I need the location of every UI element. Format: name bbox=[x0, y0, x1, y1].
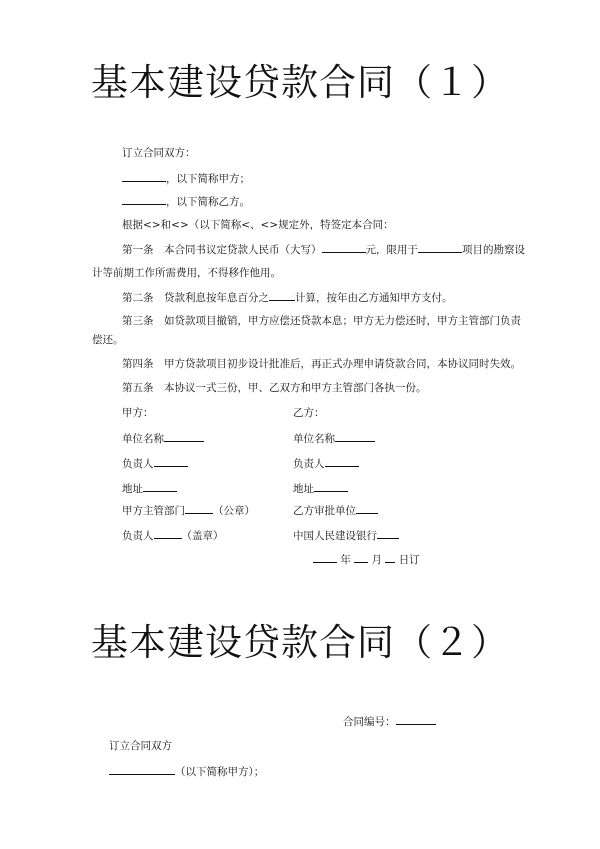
sign-right-address-blank bbox=[314, 481, 348, 492]
sign-left-unit-label: 单位名称 bbox=[122, 433, 164, 445]
article-4-line: 第四条 甲方贷款项目初步设计批准后，再正式办理申请贷款合同，本协议同时失效。 bbox=[122, 358, 521, 370]
sign-left-address-label: 地址 bbox=[122, 483, 143, 495]
sign-left-head-label: 负责人 bbox=[122, 458, 154, 470]
date-day-blank bbox=[385, 552, 395, 563]
article-1-project-blank bbox=[418, 242, 462, 253]
article-1-text-a: 第一条 本合同书议定贷款人民币（大写） bbox=[122, 244, 322, 256]
contract1-intro: 订立合同双方： bbox=[122, 147, 196, 159]
sign-left-head bbox=[122, 456, 188, 471]
sign-left-dept-seal: （公章） bbox=[213, 505, 255, 517]
sign-right-bank-label: 中国人民建设银行 bbox=[293, 530, 377, 542]
sign-left-head2 bbox=[122, 528, 224, 543]
sign-right-head-blank bbox=[325, 456, 359, 467]
date-month-label: 月 bbox=[371, 554, 383, 566]
party-b-blank bbox=[122, 194, 166, 205]
contract2-title: 基本建设贷款合同（２） bbox=[91, 621, 509, 664]
sign-left-unit-blank bbox=[164, 431, 204, 442]
sign-right-party: 乙方： bbox=[293, 407, 325, 419]
sign-left-party: 甲方： bbox=[122, 407, 154, 419]
article-2-rate-blank bbox=[269, 290, 295, 301]
article-3-line-2: 偿还。 bbox=[92, 334, 124, 346]
contract2-party-a-blank bbox=[109, 764, 175, 775]
sign-left-dept bbox=[122, 503, 255, 518]
party-a-line bbox=[122, 171, 250, 186]
sign-right-unit-label: 单位名称 bbox=[293, 433, 335, 445]
sign-left-head-blank bbox=[154, 456, 188, 467]
article-2-text-b: 计算，按年由乙方通知甲方支付。 bbox=[295, 292, 453, 304]
date-month-blank bbox=[354, 552, 368, 563]
sign-right-address-label: 地址 bbox=[293, 483, 314, 495]
contract2-number bbox=[343, 714, 436, 729]
basis-line: 根据<>和<>（以下简称<、<>规定外，特签定本合同： bbox=[122, 219, 394, 231]
party-a-blank bbox=[122, 171, 166, 182]
contract2-number-blank bbox=[396, 714, 436, 725]
date-year-blank bbox=[313, 552, 337, 563]
contract2-number-label: 合同编号： bbox=[343, 716, 396, 728]
sign-right-approval bbox=[293, 503, 378, 518]
sign-right-unit-blank bbox=[335, 431, 375, 442]
sign-left-address-blank bbox=[143, 481, 177, 492]
article-1-text-b: 元，限用于 bbox=[365, 244, 418, 256]
sign-left-unit bbox=[122, 431, 204, 446]
sign-left-head2-seal: （盖章） bbox=[181, 530, 224, 542]
date-year-label: 年 bbox=[340, 554, 351, 566]
sign-left-dept-label: 甲方主管部门 bbox=[122, 505, 185, 517]
party-a-text: ，以下简称甲方； bbox=[166, 173, 250, 185]
party-b-line bbox=[122, 194, 250, 209]
article-1-line-1 bbox=[122, 242, 525, 257]
sign-right-bank-blank bbox=[377, 528, 399, 539]
date-line bbox=[313, 552, 420, 567]
article-1-amount-blank bbox=[322, 242, 366, 253]
sign-right-head-label: 负责人 bbox=[293, 458, 325, 470]
article-5-line: 第五条 本协议一式三份，甲、乙双方和甲方主管部门各执一份。 bbox=[122, 382, 427, 394]
contract2-party-a-text: （以下简称甲方）； bbox=[175, 766, 265, 778]
date-day-label: 日订 bbox=[398, 554, 420, 566]
sign-left-address bbox=[122, 481, 177, 496]
sign-right-bank bbox=[293, 528, 399, 543]
sign-left-head2-label: 负责人 bbox=[122, 530, 154, 542]
contract2-intro: 订立合同双方 bbox=[109, 740, 172, 752]
sign-left-dept-blank bbox=[185, 503, 213, 514]
article-1-text-c: 项目的勘察设 bbox=[462, 244, 525, 256]
article-2-line bbox=[122, 290, 453, 305]
sign-right-unit bbox=[293, 431, 375, 446]
article-1-line-2: 计等前期工作所需费用，不得移作他用。 bbox=[92, 267, 281, 279]
party-b-text: ，以下简称乙方。 bbox=[166, 196, 250, 208]
contract2-party-a-line bbox=[109, 764, 264, 779]
sign-right-approval-blank bbox=[356, 503, 378, 514]
sign-right-head bbox=[293, 456, 359, 471]
contract1-title: 基本建设贷款合同（１） bbox=[91, 61, 509, 104]
sign-right-approval-label: 乙方审批单位 bbox=[293, 505, 356, 517]
sign-right-address bbox=[293, 481, 348, 496]
article-3-line-1: 第三条 如贷款项目撤销，甲方应偿还贷款本息；甲方无力偿还时，甲方主管部门负责 bbox=[122, 315, 521, 327]
article-2-text-a: 第二条 贷款利息按年息百分之 bbox=[122, 292, 269, 304]
sign-left-head2-blank bbox=[154, 528, 182, 539]
